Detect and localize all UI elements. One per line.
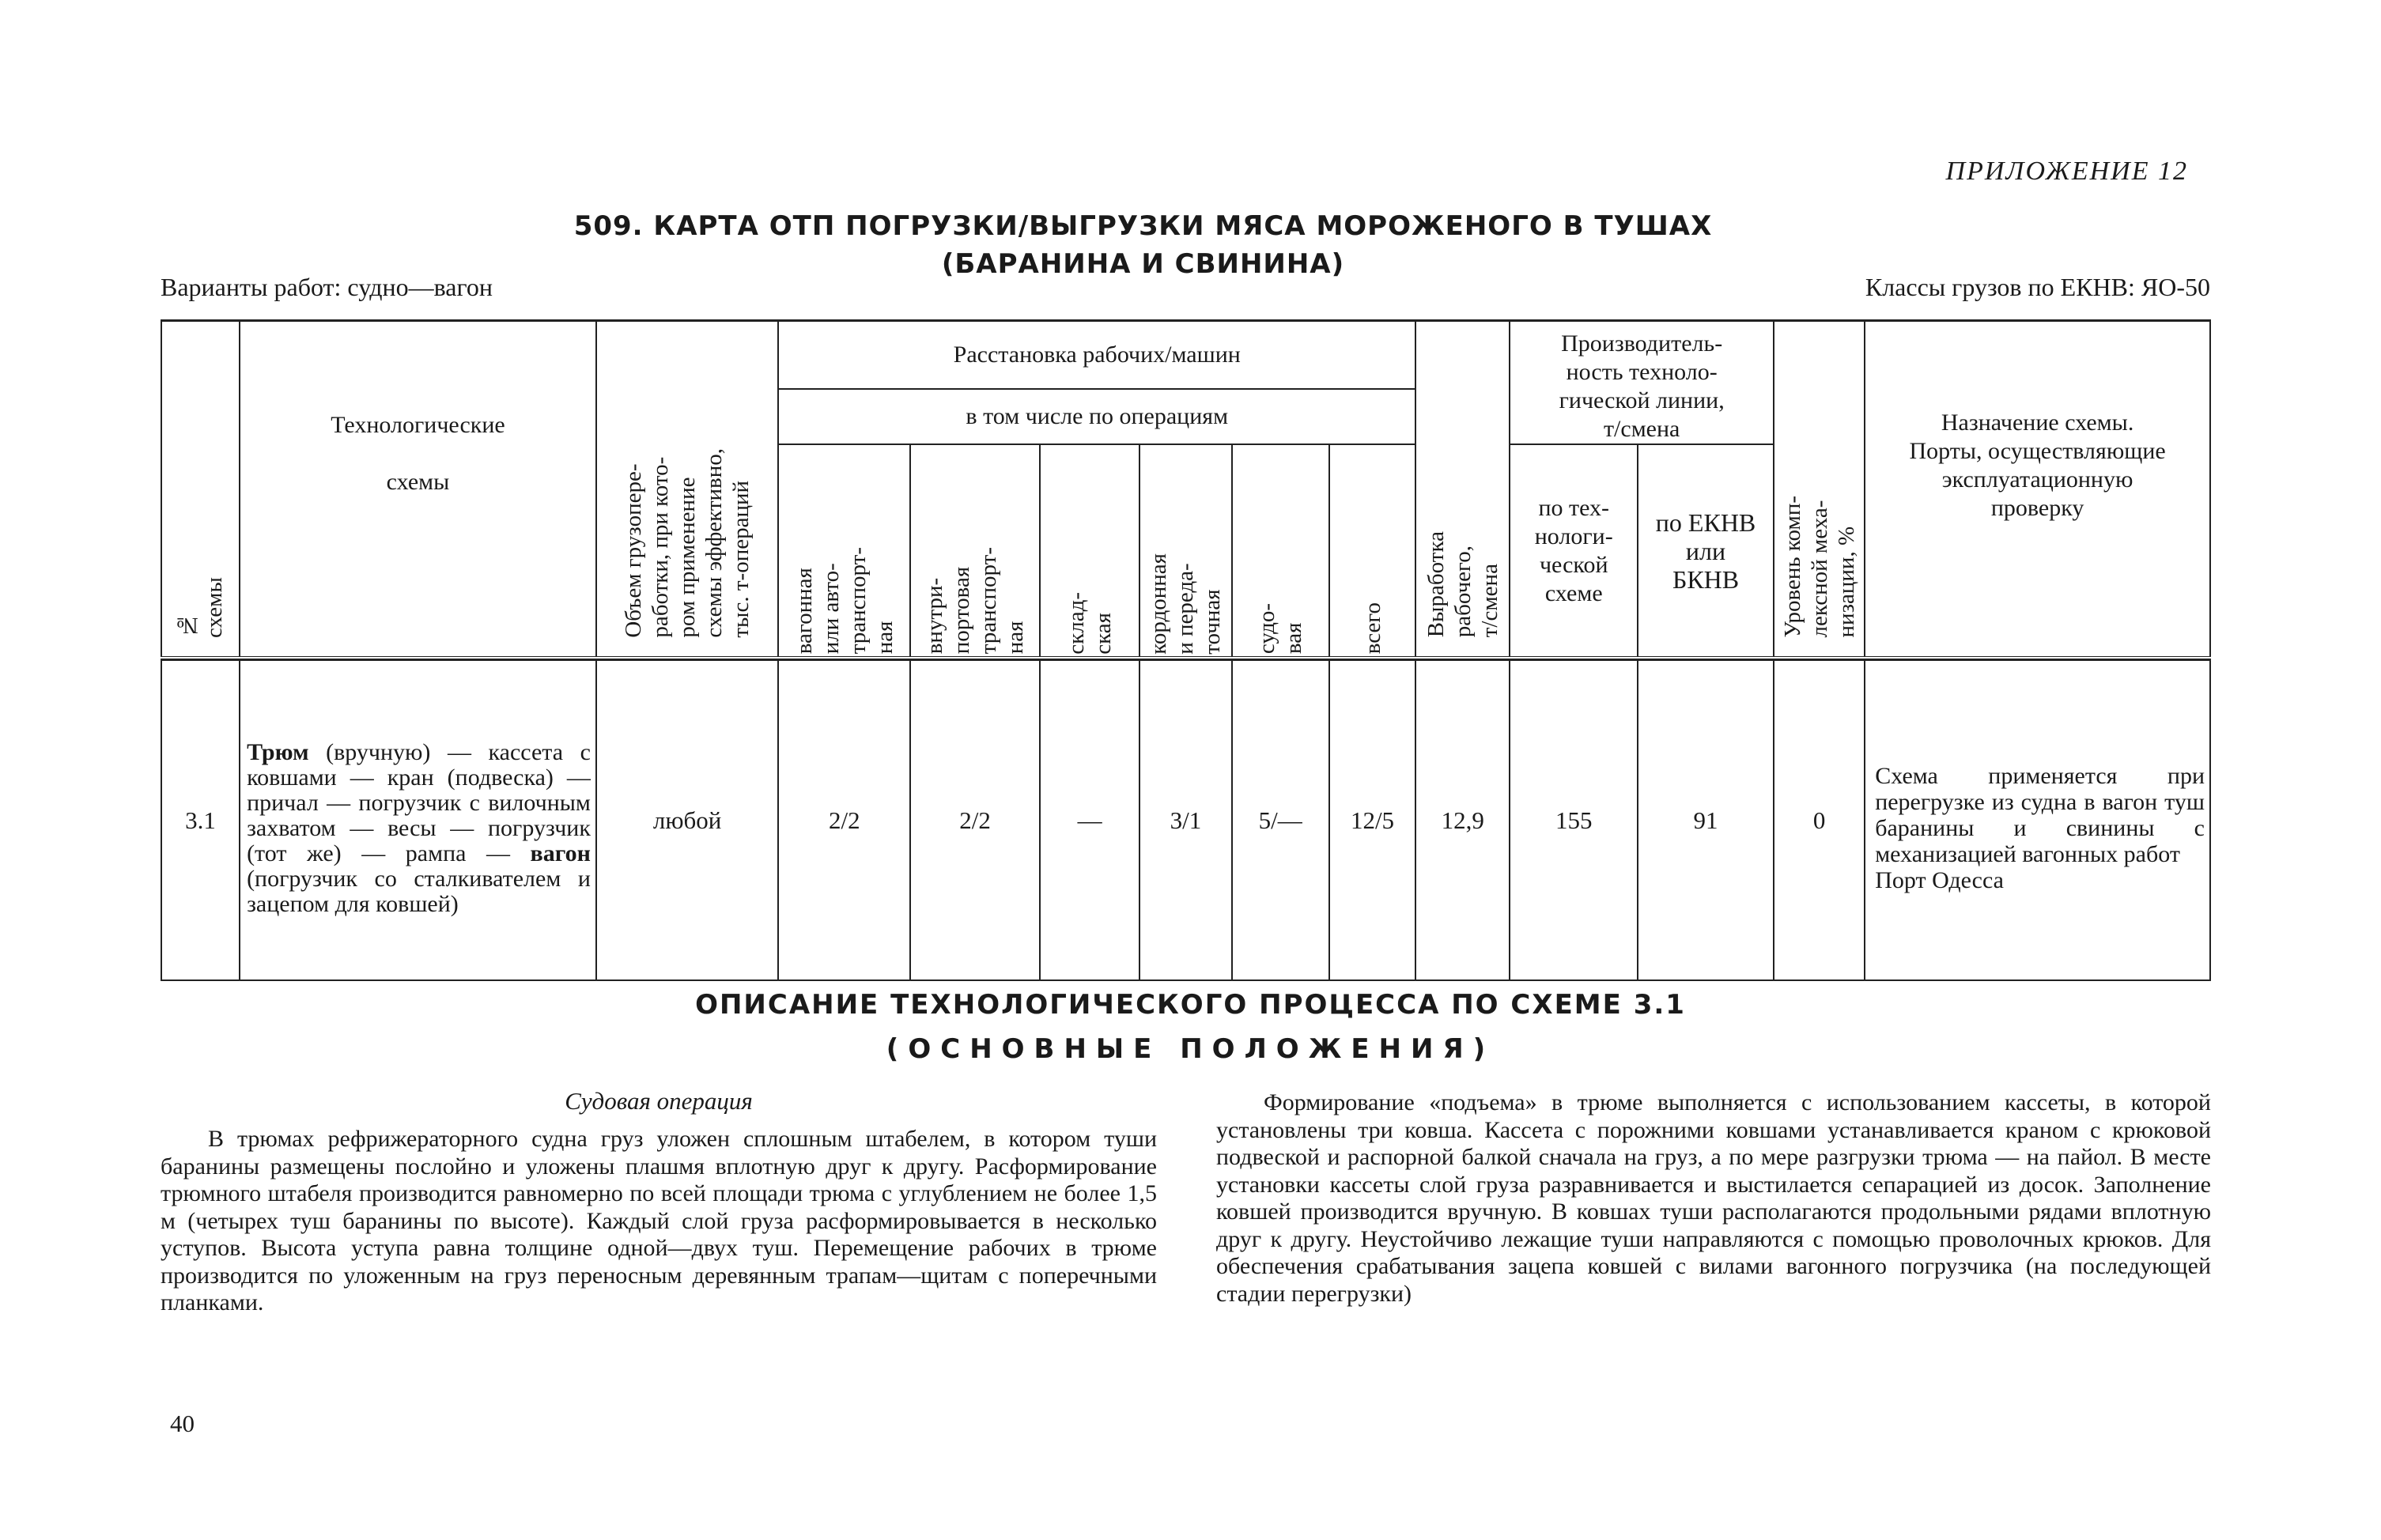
cell-by-eknv: 91 <box>1638 660 1774 980</box>
page-title <box>0 207 2381 283</box>
header-by-operations: в том числе по операциям <box>778 389 1415 444</box>
table-row <box>161 660 2210 980</box>
cell-purpose: Схема применяется при перегрузке из судна в вагон туш баранины и свинины с механизацией вагонных работ Порт Одесса <box>1865 660 2210 980</box>
header-volume: Объем грузопере- работки, при кото- ром применение схемы эффективно, тыс. т-операций <box>596 321 778 659</box>
header-inner-port-ops: внутри- портовая транспорт- ная <box>910 444 1040 658</box>
cell-wagon: 2/2 <box>778 660 910 980</box>
description-title-line-2: (ОСНОВНЫЕ ПОЛОЖЕНИЯ) <box>886 1033 1495 1065</box>
header-productivity: Производитель- ность техноло- гической линии, т/смена <box>1510 321 1774 445</box>
technology-map-table <box>161 319 2211 981</box>
header-tech-schemes: Технологические схемы <box>240 321 596 659</box>
cell-mechanization-level: 0 <box>1774 660 1865 980</box>
cell-by-scheme: 155 <box>1510 660 1638 980</box>
header-output: Выработка рабочего, т/смена <box>1415 321 1510 659</box>
header-ship-ops: судо- вая <box>1232 444 1329 658</box>
cell-ship: 5/— <box>1232 660 1329 980</box>
cell-kordon: 3/1 <box>1139 660 1231 980</box>
header-wagon-ops: вагонная или авто- транспорт- ная <box>778 444 910 658</box>
cell-volume: любой <box>596 660 778 980</box>
header-warehouse-ops: склад- ская <box>1040 444 1139 658</box>
header-by-eknv: по ЕКНВ или БКНВ <box>1638 444 1774 658</box>
page-number: 40 <box>170 1410 195 1437</box>
header-mechanization-level: Уровень комп- лексной меха- низации, % <box>1774 321 1865 659</box>
cell-scheme-description: Трюм (вручную) — кассета с ковшами — кран (подвеска) — причал — погрузчик с вилочным захватом — весы — погрузчик (тот же) — рампа — вагон (погрузчик со сталкивателем и зацепом для ковшей) <box>240 660 596 980</box>
section-subtitle: Судовая операция <box>565 1087 753 1115</box>
cell-total: 12/5 <box>1329 660 1415 980</box>
header-workers: Расстановка рабочих/машин <box>778 321 1415 390</box>
cell-output: 12,9 <box>1415 660 1510 980</box>
title-line-1: 509. КАРТА ОТП ПОГРУЗКИ/ВЫГРУЗКИ МЯСА МОРОЖЕНОГО В ТУШАХ <box>573 210 1713 242</box>
description-title-line-1: ОПИСАНИЕ ТЕХНОЛОГИЧЕСКОГО ПРОЦЕССА ПО СХЕМЕ 3.1 <box>695 989 1686 1021</box>
cell-warehouse: — <box>1040 660 1139 980</box>
header-purpose: Назначение схемы. Порты, осуществляющие эксплуатационную проверку <box>1865 321 2210 659</box>
description-title <box>0 983 2381 1071</box>
cell-scheme-number: 3.1 <box>161 660 240 980</box>
header-scheme-number: № схемы <box>161 321 240 659</box>
appendix-label: ПРИЛОЖЕНИЕ 12 <box>1945 157 2188 186</box>
paragraph-right: Формирование «подъема» в трюме выполняется с использованием кассеты, в которой установлены три ковша. Кассета с порожними ковшами устанавливается краном с крюковой подвеской и распорной балкой сначала на груз, а по мере разгрузки трюма — на пайол. В месте установки кассеты слой груза разравнивается и выстилается сепарацией из досок. Заполнение ковшей производится вручную. В ковшах туши располагаются продольными рядами вплотную друг к другу. Неустойчиво лежащие туши направляются с помощью проволочных крюков. Для обеспечения срабатывания зацепа ковшей с вилами вагонного погрузчика (на последующей стадии перегрузки) <box>1216 1089 2211 1307</box>
header-by-scheme: по тех- нологи- ческой схеме <box>1510 444 1638 658</box>
paragraph-left: В трюмах рефрижераторного судна груз уложен сплошным штабелем, в котором туши баранины размещены послойно и уложены плашмя вплотную друг к другу. Расформирование трюмного штабеля производится равномерно по всей площади трюма с углублением не более 1,5 м (четырех туш баранины по высоте). Каждый слой груза расформировывается в несколько уступов. Высота уступа равна толщине одной—двух туш. Перемещение рабочих в трюме производится по уложенным на груз переносным деревянным трапам—щитам с поперечными планками. <box>161 1126 1157 1315</box>
header-kordon-ops: кордонная и переда- точная <box>1139 444 1231 658</box>
cargo-classes: Классы грузов по ЕКНВ: ЯО-50 <box>1865 273 2210 301</box>
work-variants: Варианты работ: судно—вагон <box>161 273 493 301</box>
title-line-2: (БАРАНИНА И СВИНИНА) <box>941 248 1345 280</box>
cell-inner-port: 2/2 <box>910 660 1040 980</box>
header-total: всего <box>1329 444 1415 658</box>
